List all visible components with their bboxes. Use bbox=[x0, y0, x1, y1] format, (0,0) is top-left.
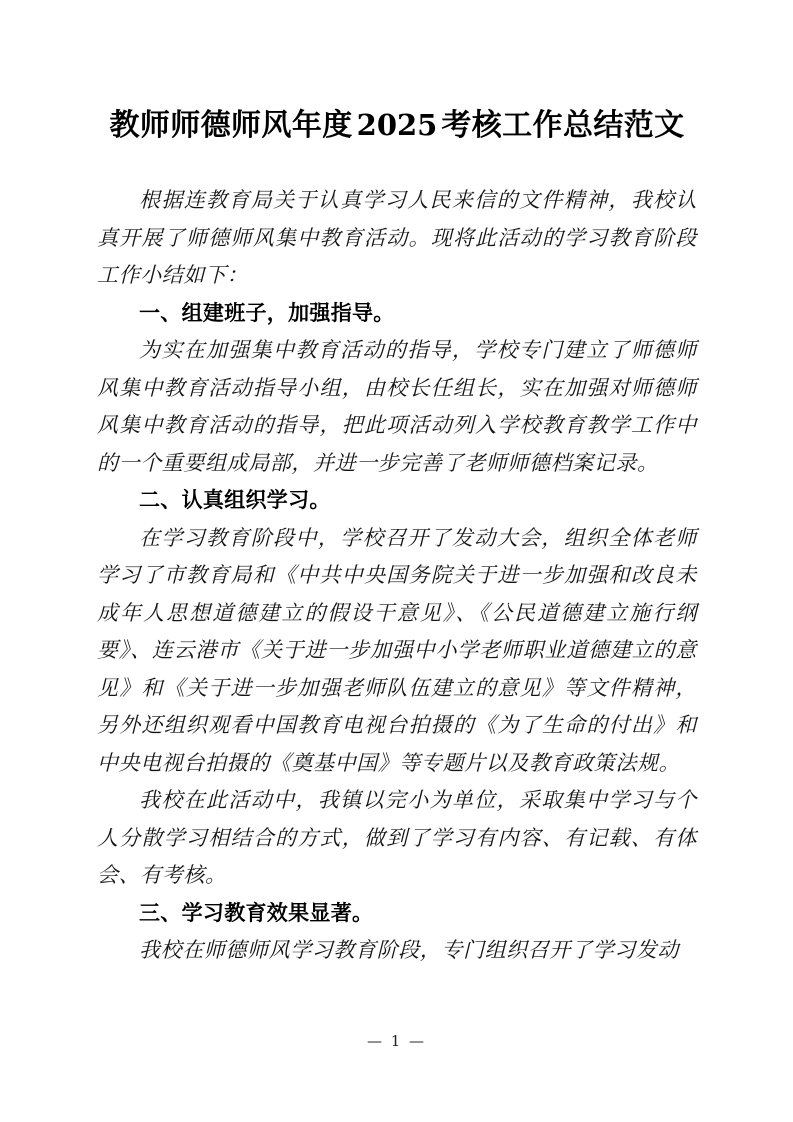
document-body bbox=[97, 182, 697, 970]
body-paragraph: 我校在此活动中，我镇以完小为单位，采取集中学习与个人分散学习相结合的方式，做到了学习有内容、有记载、有体会、有考核。 bbox=[97, 788, 697, 887]
body-paragraph: 我校在师德师风学习教育阶段，专门组织召开了学习发动 bbox=[139, 938, 679, 962]
document-content bbox=[97, 0, 697, 970]
page-title-year: 2025 bbox=[356, 108, 438, 142]
section-heading: 一、组建班子，加强指导。 bbox=[139, 300, 395, 325]
body-paragraph: 为实在加强集中教育活动的指导，学校专门建立了师德师风集中教育活动指导小组，由校长任组长，实在加强对师德师风集中教育活动的指导，把此项活动列入学校教育教学工作中的一个重要组成局部，并进一步完善了老师师德档案记录。 bbox=[97, 338, 697, 475]
body-paragraph: 根据连教育局关于认真学习人民来信的文件精神，我校认真开展了师德师风集中教育活动。现将此活动的学习教育阶段工作小结如下： bbox=[97, 188, 697, 287]
body-paragraph: 在学习教育阶段中，学校召开了发动大会，组织全体老师学习了市教育局和《中共中央国务院关于进一步加强和改良未成年人思想道德建立的假设干意见》、《公民道德建立施行纲要》、连云港市《关于进一步加强中小学老师职业道德建立的意见》和《关于进一步加强老师队伍建立的意见》等文件精神，另外还组织观看中国教育电视台拍摄的《为了生命的付出》和中央电视台拍摄的《奠基中国》等专题片以及教育政策法规。 bbox=[97, 525, 697, 775]
page-title bbox=[97, 0, 697, 148]
page-number-footer: — 1 — bbox=[366, 1032, 427, 1050]
page-title-text-tail: 考核工作总结范文 bbox=[441, 108, 685, 143]
section-heading: 二、认真组织学习。 bbox=[139, 488, 331, 512]
section-heading: 三、学习教育效果显著。 bbox=[139, 900, 374, 925]
page-title-text-lead: 教师师德师风年度 bbox=[109, 108, 353, 143]
